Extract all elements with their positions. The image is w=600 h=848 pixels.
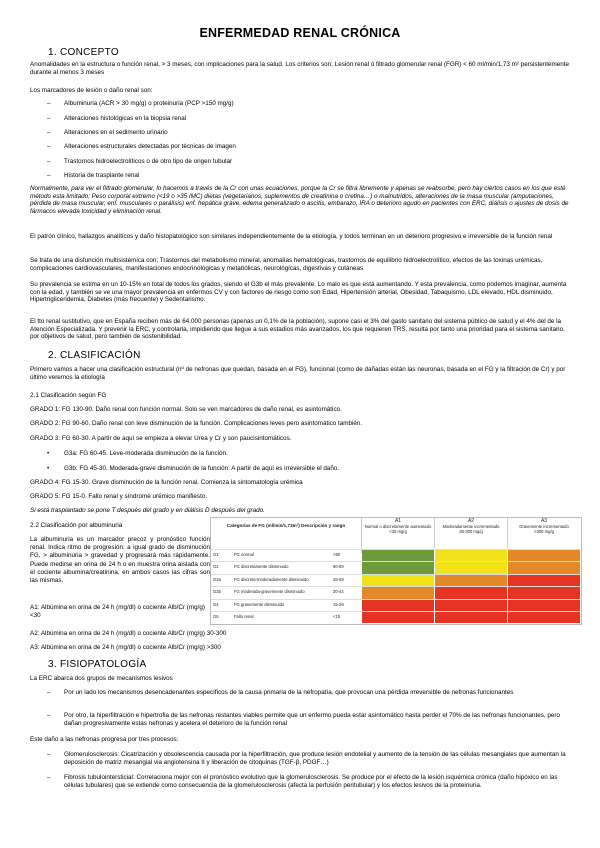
grade-range: 45-59: [333, 576, 344, 582]
subsection-heading: 2.1 Clasificación según FG: [30, 392, 107, 399]
grade-line: GRADO 1: FG 130-90. Daño renal con función normal. Solo se ven marcadores de daño renal, es asintomático.: [30, 406, 342, 413]
grade-line: GRADO 3: FG 60-30. A partir de aquí se empieza a elevar Urea y Cr y son paucisintomáticos.: [30, 435, 292, 442]
risk-cell: [435, 550, 507, 561]
table-row: [211, 549, 581, 562]
grade-description: FG discreta-moderadamente disminuido: [234, 576, 309, 582]
note: Si está trasplantado se pone T después del grado y en diálisis D después del grado.: [30, 507, 265, 514]
list-item: – Por un lado los mecanismos desencadenantes específicos de la causa primaria de la nefropatía, que provocan una pérdida irreversible de nefronas funcionantes: [47, 689, 514, 696]
grade-code: G3a: [213, 576, 221, 582]
paragraph: El patrón clínico, hallazgos analíticos y daño histopatológico son similares independientemente de la etiología, y todos terminan en un deterioro progresivo e irreversible de la función renal: [30, 233, 553, 240]
grade-code: G4: [213, 601, 219, 607]
table-col-header: A2 Moderadamente incrementado 30-300 mg/g: [435, 518, 508, 548]
table-row: [211, 586, 581, 599]
grade-description: Fallo renal: [234, 614, 254, 619]
list-item: – Alteraciones en el sedimento urinario: [47, 129, 168, 136]
grade-code: G3b: [213, 589, 221, 595]
grade-line: GRADO 2: FG 90-60. Daño renal con leve disminución de la función. Complicaciones leves pero asintomático también.: [30, 420, 363, 427]
grade-code: G1: [213, 552, 219, 557]
albuminuria-a3: A3: Albúmina en orina de 24 h (mg/dl) o cociente Alb/Cr (mg/g) >300: [30, 644, 221, 651]
grade-range: 30-44: [333, 589, 344, 595]
list-item: – Historia de trasplante renal: [47, 172, 140, 179]
paragraph: Anomalidades en la estructura o función renal, > 3 meses, con implicaciones para la salud. Los criterios son; Lesión renal ó filtrado glomerular renal (FGR) < 60 ml/min/1,73 m² persistentemente durante al menos 3 meses: [30, 61, 569, 76]
section-heading-concepto: 1. CONCEPTO: [48, 47, 119, 58]
grade-line: GRADO 5: FG 15-0. Fallo renal y síndrome urémico manifiesto.: [30, 493, 208, 500]
grade-code: G5: [213, 614, 219, 619]
list-item: – Alteraciones histológicas en la biopsia renal: [47, 115, 187, 122]
paragraph: La ERC abarca dos grupos de mecanismos lesivos: [30, 675, 173, 682]
risk-cell: [508, 550, 580, 561]
risk-cell: [508, 600, 580, 611]
grade-code: G2: [213, 564, 219, 570]
risk-cell: [435, 600, 507, 611]
paragraph: Su prevalencia se estima en un 10-15% en total de todos los grados, siendo el G3b el más prevalente. Lo malo es que está aumentando. Y esta prevalencia, como podemos imaginar, aumenta con la edad, y también se ve una mayor prevalencia en enfermos CV y con factores de riesgo como son Edad, Hipertensión arterial, Obesidad, Tabaquismo, LDL elevado, HDL disminuido, Hipertrigliceridemia, Diabetes (más frecuente) y Sedentarismo.: [30, 281, 567, 304]
section-heading-fisiopatologia: 3. FISIOPATOLOGÍA: [48, 659, 147, 670]
list-item: – Alteraciones estructurales detectadas por técnicas de imagen: [47, 143, 236, 150]
paragraph: La albuminuria es un marcador precoz y pronóstico función renal. Indica ritmo de progresión: a igual grado de disminución FG, > albuminuria > gravedad y progresará más rápidamente. Puede medirse en orina de 24 h o en muestra orina aislada con el cociente albumina/creatinina, en ambos casos las cifras son las mismas.: [30, 536, 210, 585]
grade-range: 60-89: [333, 564, 344, 570]
risk-cell: [435, 562, 507, 573]
risk-cell: [435, 575, 507, 586]
risk-cell: [508, 575, 580, 586]
risk-cell: [508, 587, 580, 598]
grade-description: FG moderada-gravemente disminuido: [234, 589, 305, 595]
list-item: • G3b: FG 45-30. Moderada-grave disminución de la función. A partir de aquí es irreversible el daño.: [47, 465, 340, 472]
paragraph: Primero vamos a hacer una clasificación estructural (nº de nefronas que quedan, basada en el FG), funcional (como de dañadas están las neuronas, basada en el FG y la filtración de Cr) y por último veremos la etiología: [30, 366, 566, 381]
grade-range: >90: [333, 552, 341, 557]
grade-line: GRADO 4: FG 15-30. Grave disminución de la función renal. Comienza la sintomatología urémica: [30, 479, 303, 486]
table-col-header: A3 Gravemente incrementado >300 mg/g: [519, 518, 569, 534]
risk-cell: [362, 600, 434, 611]
risk-cell: [435, 612, 507, 623]
table-row: [211, 599, 581, 612]
list-item: – Fibrosis tubulointersticial: Correlaciona mejor con el pronóstico evolutivo que la glomerulosclerosis. Se produce por el efecto de la lesión isquémica crónica (daño hipóxico en las células tubulares) que se extiende como consecuencia de la glomerulosclerosis (afecta la perfusión peritubular) y los efectos lesivos de la proteinuria.: [47, 774, 558, 789]
grade-range: <15: [333, 614, 341, 619]
table-row: [211, 611, 581, 624]
list-item: – Por otro, la hiperfiltración e hipertrofia de las nefronas restantes viables permite que un enfermo pueda estar asintomático hasta perder el 70% de las nefronas funcionantes, pero dañan progresivamente estas nefronas y acelera el deterioro de la función renal: [47, 712, 560, 727]
section-heading-clasificacion: 2. CLASIFICACIÓN: [48, 350, 141, 361]
risk-cell: [362, 550, 434, 561]
grade-description: FG gravemente disminuido: [234, 601, 285, 607]
kdigo-table: [210, 517, 582, 625]
list-item: – Trastornos hidroelectrolíticos o de otro tipo de origen tubular: [47, 158, 233, 165]
table-col-header: A1 Normal o discretamente aumentado <30 mg/g: [362, 518, 435, 548]
risk-cell: [508, 612, 580, 623]
albuminuria-a1: A1: Albúmina en orina de 24 h (mg/dl) o cociente Alb/Cr (mg/g) <30: [30, 604, 206, 620]
risk-cell: [435, 587, 507, 598]
grade-description: FG normal: [234, 552, 254, 557]
table-row: [211, 574, 581, 587]
list-item: – Glomerulosclerosis: Cicatrización y obsolescencia causada por la hiperfiltración, que produce lesión endotelial y aumento de la tensión de las células mesangiales que aumentan la deposición de matriz mesangial via angiotensina II y liberación de citoquinas (TGF-β, PDGF…): [47, 751, 566, 766]
paragraph-note: Normalmente, para ver el filtrado glomerular, lo hacemos a través de la Cr con unas ecuaciones, porque la Cr se filtra libremente y apenas se reabsorbe, pero hay ciertos casos en los que esté método esta limitado; Peso corporal extremo (<19 o >35 IMC) dietas (vegetarianos, suplementos de creatinina o cretina…) o malnutridos, alteraciones de la masa muscular (amputaciones, pérdida de masa muscular, enf. musculares o parálisis) enf. hepática grave, edema generalizado o ascitis, embarazo, IRA o deterioro agudo en pacientes con ERC, diálisis o ajustes de dosis de fármacos elevada toxicidad y eliminación renal.: [30, 185, 569, 215]
paragraph: Se trata de una disfunción multisistémica con; Trastornos del metabolismo mineral, anomalías hematológicas, trastornos de equilibrio hidroelectrolítico, efectos de las toxinas urémicas, complicaciones cardiovasculares, manifestaciones endocrinológicas y metabólicas, neurológicas, digestivas y cutáneas: [30, 257, 543, 272]
risk-cell: [508, 562, 580, 573]
table-corner-header: Categorías de FG (ml/min/1,73m²) Descripción y rango: [211, 518, 362, 553]
albuminuria-a2: A2: Albúmina en orina de 24 h (mg/dl) o cociente Alb/Cr (mg/g) 30-300: [30, 630, 227, 637]
list-item: – Albuminuria (ACR > 30 mg/g) o proteinuria (PCP >150 mg/g): [47, 100, 234, 107]
subsection-heading: 2.2 Clasificación por albuminuria: [30, 522, 123, 529]
risk-cell: [362, 612, 434, 623]
risk-cell: [362, 587, 434, 598]
risk-cell: [362, 575, 434, 586]
table-row: [211, 561, 581, 574]
grade-description: FG discretamente disminuido: [234, 564, 289, 570]
page-title: ENFERMEDAD RENAL CRÓNICA: [199, 26, 401, 40]
list-item: • G3a: FG 60-45. Leve-moderada disminución de la función.: [47, 450, 228, 457]
risk-cell: [362, 562, 434, 573]
paragraph: Este daño a las nefronas progresa por tres procesos:: [30, 736, 179, 743]
paragraph: El tto renal sustitutivo, que en España reciben más de 64.000 personas (apenas un 0,1% de la población), supone casi el 3% del gasto sanitario del sistema público de salud y el 4% del de la Atención Especializada. Y prevenir la ERC, y controlarla, impidiendo que llegue a sus estadios más avanzados, los que requieren TRS, resulta por tanto una prioridad para el sistema sanitario, por objetivos de salud, pero también de sostenibilidad.: [30, 318, 565, 341]
grade-range: 15-29: [333, 601, 344, 607]
paragraph: Los marcadores de lesión o daño renal son:: [30, 87, 153, 94]
